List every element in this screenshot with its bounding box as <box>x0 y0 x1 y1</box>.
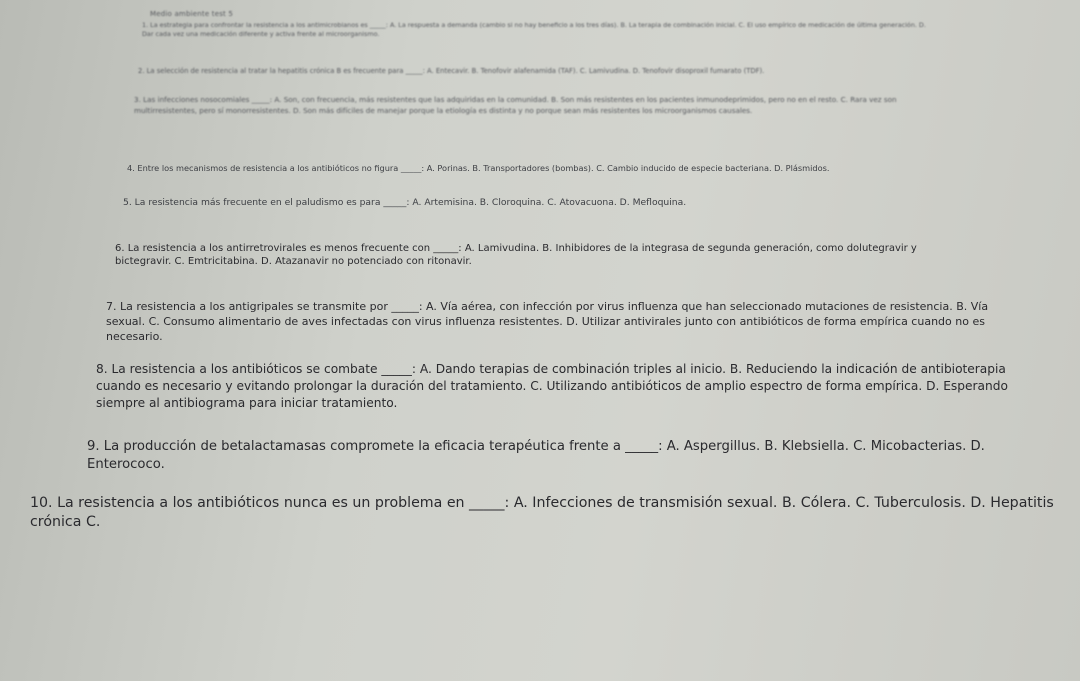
question-5: 5. La resistencia más frecuente en el paludismo es para _____: A. Artemisina. B. Cloroquina. C. Atovacuona. D. Mefloquina. <box>123 197 687 208</box>
question-4: 4. Entre los mecanismos de resistencia a los antibióticos no figura _____: A. Porinas. B. Transportadores (bombas). C. Cambio inducido de especie bacteriana. D. Plásmidos. <box>127 163 830 173</box>
question-7: 7. La resistencia a los antigripales se transmite por _____: A. Vía aérea, con infección por virus influenza que han seleccionado mutaciones de resistencia. B. Vía sexual. C. Consumo alimentario de aves infectadas con virus influenza resistentes. D. Utilizar antivirales junto con antibióticos de forma empírica cuando no es necesario. <box>106 300 989 343</box>
question-10: 10. La resistencia a los antibióticos nunca es un problema en _____: A. Infecciones de transmisión sexual. B. Cólera. C. Tuberculosis. D. Hepatitis crónica C. <box>30 495 1054 530</box>
question-6: 6. La resistencia a los antirretrovirales es menos frecuente con _____: A. Lamivudina. B. Inhibidores de la integrasa de segunda generación, como dolutegravir y bictegravir. C. Emtricitabina. D. Atazanavir no potenciado con ritonavir. <box>115 243 917 267</box>
question-3: 3. Las infecciones nosocomiales _____: A. Son, con frecuencia, más resistentes que las adquiridas en la comunidad. B. Son más resistentes en los pacientes inmunodeprimidos, pero no en el resto. C. Rara vez son multirresistentes, pero sí monorresistentes. D. Son más difíciles de manejar porque la etiología es distinta y no porque sean más resistentes los microorganismos causales. <box>134 95 897 115</box>
question-9: 9. La producción de betalactamasas compromete la eficacia terapéutica frente a _____: A. Aspergillus. B. Klebsiella. C. Micobacterias. D. Enterococo. <box>87 439 985 472</box>
question-1: 1. La estrategia para confrontar la resistencia a los antimicrobianos es _____: A. La respuesta a demanda (cambio si no hay beneficio a los tres días). B. La terapia de combinación inicial. C. El uso empírico de medicación de última generación. D. Dar cada vez una medicación diferente y activa frente al microorganismo. <box>142 21 926 38</box>
question-2: 2. La selección de resistencia al tratar la hepatitis crónica B es frecuente para _____: A. Entecavir. B. Tenofovir alafenamida (TAF). C. Lamivudina. D. Tenofovir disoproxil fumarato (TDF). <box>138 67 765 75</box>
question-8: 8. La resistencia a los antibióticos se combate _____: A. Dando terapias de combinación triples al inicio. B. Reduciendo la indicación de antibioterapia cuando es necesario y evitando prolongar la duración del tratamiento. C. Utilizando antibióticos de amplio espectro de forma empírica. D. Esperando siempre al antibiograma para iniciar tratamiento. <box>96 362 1008 410</box>
document-title: Medio ambiente test 5 <box>150 10 234 18</box>
